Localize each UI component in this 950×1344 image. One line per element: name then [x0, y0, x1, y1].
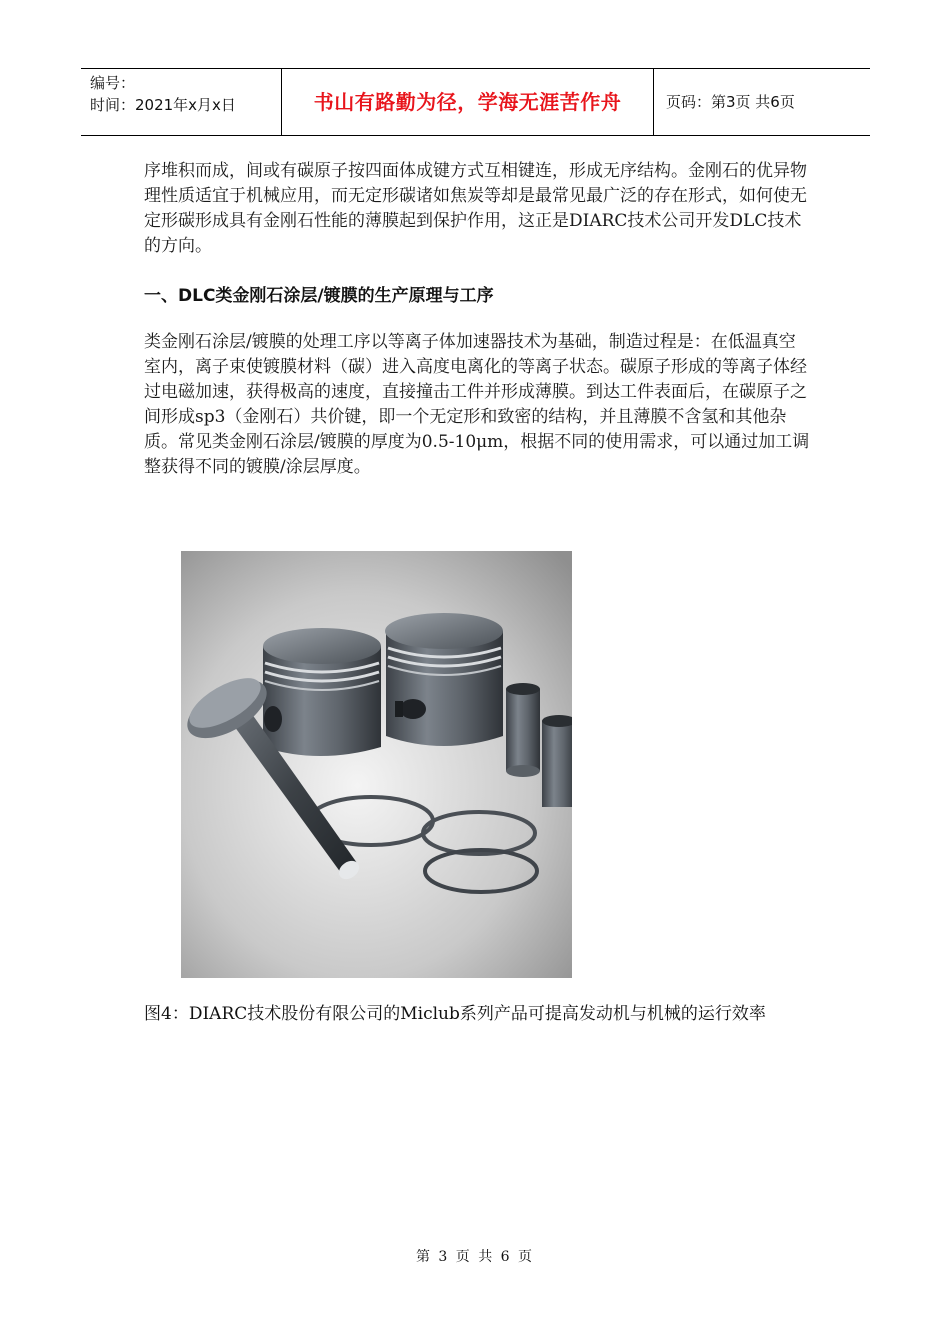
header-meta: [81, 69, 281, 135]
figure-caption: 图4：DIARC技术股份有限公司的Miclub系列产品可提高发动机与机械的运行效率: [144, 1004, 766, 1024]
intro-paragraph: 序堆积而成，间或有碳原子按四面体成键方式互相键连，形成无序结构。金刚石的优异物理性质适宜于机械应用，而无定形碳诸如焦炭等却是最常见最广泛的存在形式，如何使无定形碳形成具有金刚石性能的薄膜起到保护作用，这正是DIARC技术公司开发DLC技术的方向。: [144, 161, 807, 256]
document-number-label: 编号：: [90, 74, 136, 92]
page-footer: 第 3 页 共 6 页: [415, 1249, 535, 1265]
piston-right: [385, 613, 503, 746]
header-page-number: 页码：第3页 共6页: [666, 93, 795, 111]
body-paragraph: 类金刚石涂层/镀膜的处理工序以等离子体加速器技术为基础，制造过程是：在低温真空室内，离子束使镀膜材料（碳）进入高度电离化的等离子状态。碳原子形成的等离子体经过电磁加速，获得极高的速度，直接撞击工件并形成薄膜。到达工件表面后，在碳原子之间形成sp3（金刚石）共价键，即一个无定形和致密的结构，并且薄膜不含氢和其他杂质。常见类金刚石涂层/镀膜的厚度为0.5-10μm，根据不同的使用需求，可以通过加工调整获得不同的镀膜/涂层厚度。: [144, 332, 810, 477]
piston-left: [263, 628, 381, 756]
wrist-pin-front: [542, 715, 572, 807]
header-motto: 书山有路勤为径，学海无涯苦作舟: [281, 69, 654, 135]
section-heading: 一、DLC类金刚石涂层/镀膜的生产原理与工序: [144, 286, 494, 306]
page-header: [81, 68, 870, 136]
wrist-pin-back: [506, 683, 540, 777]
product-photo: [181, 551, 572, 978]
document-time-label: 时间：2021年x月x日: [90, 96, 236, 114]
